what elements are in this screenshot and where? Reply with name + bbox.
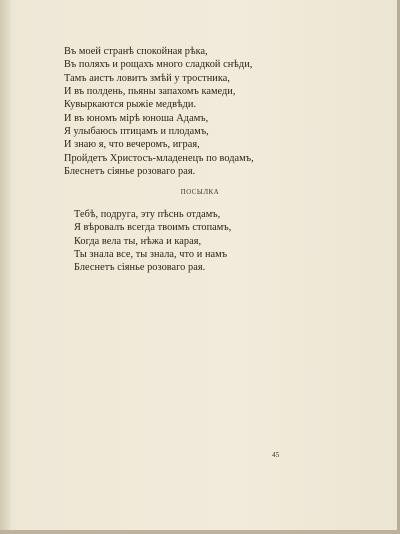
envoi-line: Тебѣ, подруга, эту пѣснь отдамъ, [74,209,221,220]
poem-line: И въ полдень, пьяны запахомъ камеди, [64,86,236,98]
page-number: 45 [272,451,280,459]
page-gutter-shadow [0,0,10,534]
poem-line: Кувыркаются рыжіе медвѣди. [64,99,197,111]
poem-line: И знаю я, что вечеромъ, играя, [64,139,200,151]
page-bottom-edge [0,530,400,534]
envoi-heading: ПОСЫЛКА [180,189,220,196]
poem-line: Въ поляхъ и рощахъ много сладкой снѣди, [64,59,253,71]
poem-line: Въ моей странѣ спокойная рѣка, [64,46,208,57]
poem-line: Пройдетъ Христосъ-младенецъ по водамъ, [64,152,254,164]
poem-envoi [74,208,354,275]
envoi-line: Когда вела ты, нѣжа и карая, [74,235,202,247]
envoi-line: Блеснетъ сіянье розоваго рая. [74,262,206,274]
poem-stanza [64,45,364,178]
poem-line: Я улыбаюсь птицамъ и плодамъ, [64,126,209,138]
envoi-line: Я вѣровалъ всегда твоимъ стопамъ, [74,222,232,234]
poem-line: Тамъ аистъ ловитъ змѣй у тростника, [64,72,230,84]
poem-line: И въ юномъ мірѣ юноша Адамъ, [64,112,209,124]
envoi-line: Ты знала все, ты знала, что и намъ [74,249,228,261]
poem-line: Блеснетъ сіянье розоваго рая. [64,166,196,178]
